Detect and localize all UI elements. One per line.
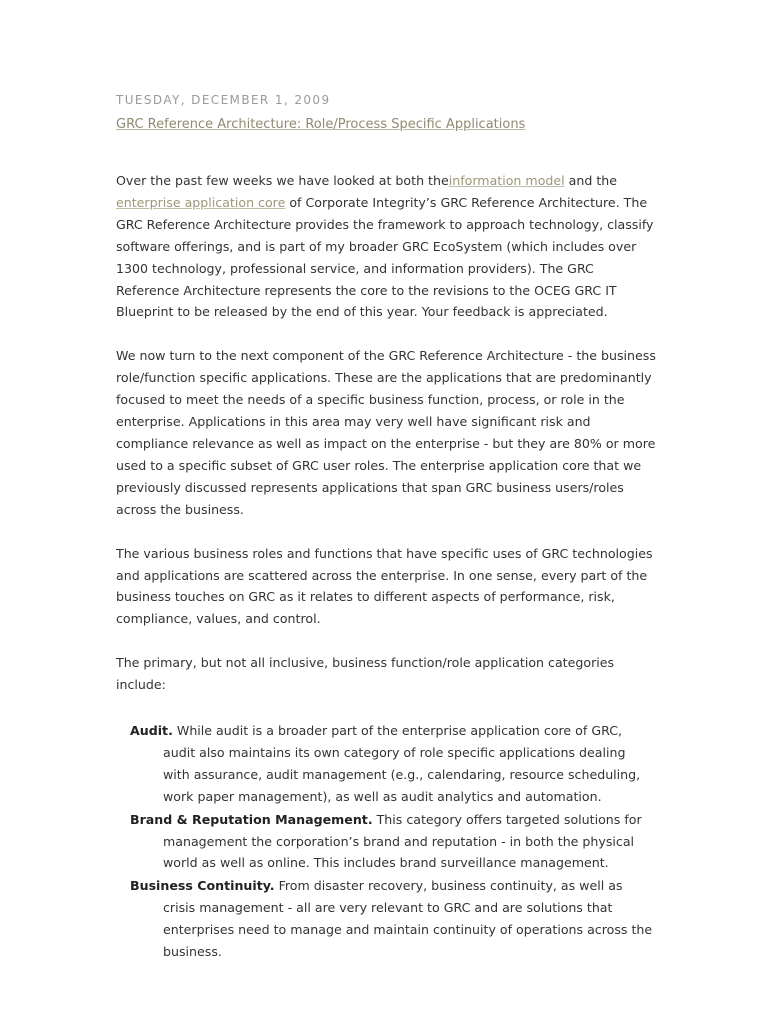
intro-text-3: of Corporate Integrity’s GRC Reference Architecture. The GRC Reference Architecture provides the framework to approach technology, classify software offerings, and is part of my broader GRC EcoSystem (which includes over 1300 technology, professional service, and information providers). The GRC Reference Architecture represents the core to the revisions to the OCEG GRC IT Blueprint to be released by the end of this year. Your feedback is appreciated.: [116, 194, 654, 320]
post-body: [116, 170, 656, 964]
intro-text-2: and the: [564, 173, 618, 188]
list-item: [130, 809, 656, 875]
category-text: While audit is a broader part of the enterprise application core of GRC, audit also maintains its own category of role specific applications dealing with assurance, audit management (e.g., calendaring, resource scheduling, work paper management), as well as audit analytics and automation.: [163, 723, 641, 804]
enterprise-application-core-link[interactable]: enterprise application core: [116, 194, 286, 210]
categories-intro-paragraph: The primary, but not all inclusive, business function/role application categories include:: [116, 655, 615, 693]
post-title-link[interactable]: GRC Reference Architecture: Role/Process Specific Applications: [116, 117, 526, 132]
category-name: Audit.: [130, 723, 173, 739]
category-list: [116, 720, 656, 963]
information-model-link[interactable]: information model: [448, 173, 565, 188]
intro-paragraph: [116, 170, 656, 323]
business-roles-paragraph: The various business roles and functions that have specific uses of GRC technologies and applications are scattered across the enterprise. In one sense, every part of the business touches on GRC as it relates to different aspects of performance, risk, compliance, values, and control.: [116, 545, 653, 627]
list-item: [130, 875, 656, 963]
post-date: TUESDAY, DECEMBER 1, 2009: [116, 93, 331, 107]
category-name: Business Continuity.: [130, 878, 275, 894]
role-specific-paragraph: We now turn to the next component of the GRC Reference Architecture - the business role/function specific applications. These are the applications that are predominantly focused to meet the needs of a specific business function, process, or role in the enterprise. Applications in this area may very well have significant risk and compliance relevance as well as impact on the enterprise - but they are 80% or more used to a specific subset of GRC user roles. The enterprise application core that we previously discussed represents applications that span GRC business users/roles across the business.: [116, 348, 656, 517]
intro-text-1: Over the past few weeks we have looked at both the: [116, 173, 449, 188]
category-text: This category offers targeted solutions for management the corporation’s brand and reputation - in both the physical world as well as online. This includes brand surveillance management.: [163, 811, 642, 871]
category-text: From disaster recovery, business continuity, as well as crisis management - all are very relevant to GRC and are solutions that enterprises need to manage and maintain continuity of operations across the business.: [163, 878, 653, 960]
list-item: [130, 720, 656, 808]
category-name: Brand & Reputation Management.: [130, 811, 373, 827]
